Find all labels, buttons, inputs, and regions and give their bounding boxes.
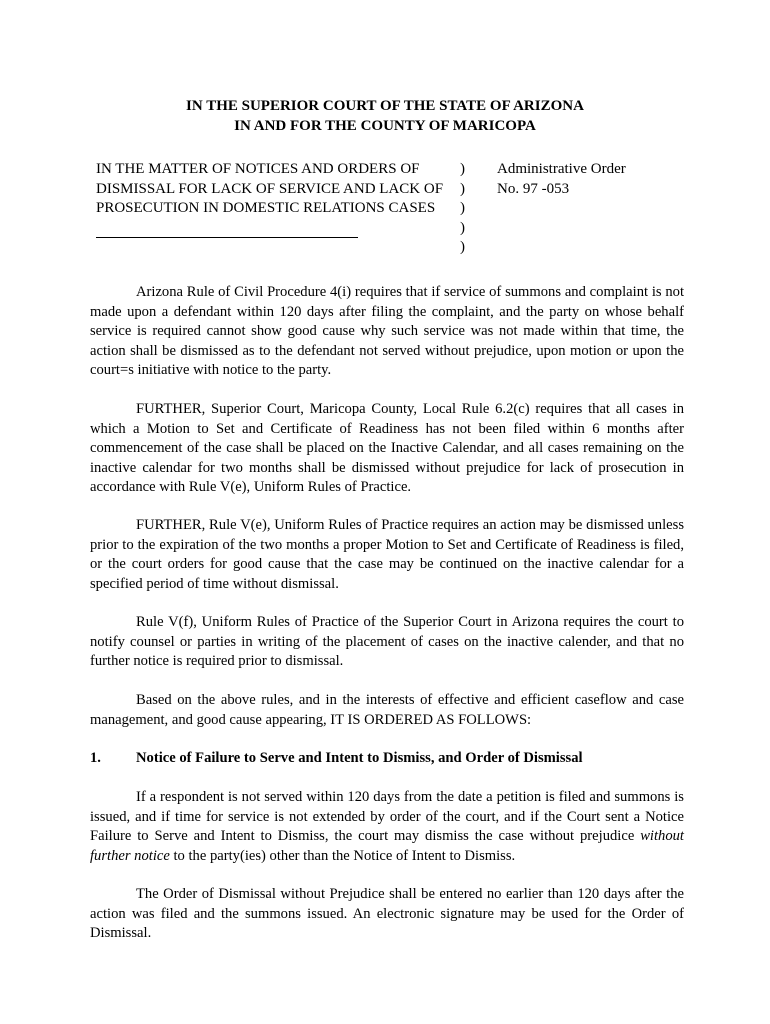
caption-parentheses [460,160,470,258]
paragraph-order-of-dismissal: The Order of Dismissal without Prejudice shall be entered no earlier than 120 days after the action was filed and the summons issued. An electronic signature may be used for the Order of Dismissal. [90,886,684,941]
caption-rule [96,219,358,238]
caption-line: IN THE MATTER OF NOTICES AND ORDERS OF [96,161,420,177]
caption-line: DISMISSAL FOR LACK OF SERVICE AND LACK OF [96,180,444,197]
section-1-heading [90,749,583,769]
paragraph-failure-to-serve [90,788,684,866]
order-number: No. 97 -053 [497,180,570,197]
caption-matter [96,160,458,238]
court-title: IN THE SUPERIOR COURT OF THE STATE OF ARIZONA [186,98,584,114]
section-title: Notice of Failure to Serve and Intent to Dismiss, and Order of Dismissal [136,750,583,766]
paren: ) [460,180,465,197]
order-type: Administrative Order [497,161,626,177]
italic-text: without further notice [90,828,684,864]
paragraph-ordered: Based on the above rules, and in the interests of effective and efficient caseflow and case management, and good cause appearing, IT IS ORDERED AS FOLLOWS: [90,692,684,728]
county-title: IN AND FOR THE COUNTY OF MARICOPA [234,118,536,134]
text-run: If a respondent is not served within 120 days from the date a petition is filed and summons is issued, and if time for service is not extended by order of the court, and if the Court sent a Notice Failure to Serve and Intent to Dismiss, the court may dismiss the case without prejudice [90,789,684,844]
order-identifier [497,160,697,199]
paren: ) [460,200,465,216]
paragraph-rule-4i: Arizona Rule of Civil Procedure 4(i) requires that if service of summons and complaint is not made upon a defendant within 120 days after filing the complaint, and the party on whose behalf service is required cannot show good cause why such service was not made within that time, the action shall be dismissed as to the defendant not served without prejudice, upon motion or upon the court=s initiative with notice to the party. [90,284,684,378]
court-header [0,96,770,136]
paren: ) [460,239,465,255]
paragraph-rule-vf: Rule V(f), Uniform Rules of Practice of the Superior Court in Arizona requires the court to notify counsel or parties in writing of the placement of cases on the inactive calender, and that no further notice is required prior to dismissal. [90,614,684,669]
caption-line: PROSECUTION IN DOMESTIC RELATIONS CASES [96,200,436,216]
section-number: 1. [90,750,101,766]
paren: ) [460,219,465,236]
paragraph-local-rule: FURTHER, Superior Court, Maricopa County, Local Rule 6.2(c) requires that all cases in which a Motion to Set and Certificate of Readiness has not been filed within 6 months after commencement of the case shall be placed on the Inactive Calendar, and all cases remaining on the inactive calendar for two months shall be dismissed without prejudice for lack of prosecution in accordance with Rule V(e), Uniform Rules of Practice. [90,401,684,495]
text-run: to the party(ies) other than the Notice of Intent to Dismiss. [169,847,516,864]
paragraph-rule-ve: FURTHER, Rule V(e), Uniform Rules of Practice requires an action may be dismissed unless prior to the expiration of the two months a proper Motion to Set and Certificate of Readiness is filed, or the court orders for good cause that the case may be continued on the inactive calendar for a specified period of time without dismissal. [90,517,684,592]
paren: ) [460,161,465,177]
